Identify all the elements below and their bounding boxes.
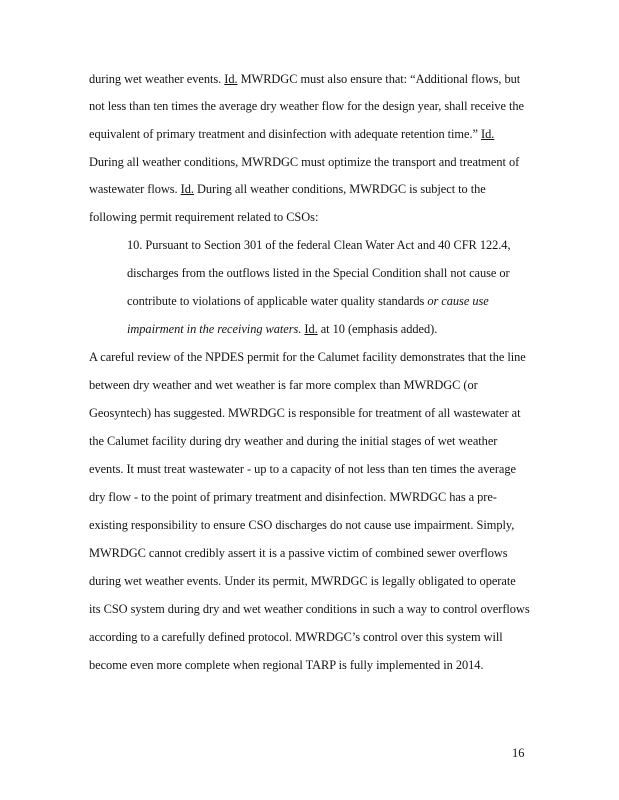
text-line	[89, 602, 530, 616]
text-line	[89, 546, 508, 560]
block-quote-line	[127, 266, 510, 280]
text-line	[89, 658, 483, 672]
text-run: wastewater flows.	[89, 182, 181, 196]
emphasis-text: or cause use	[427, 294, 489, 308]
text-run: During all weather conditions, MWRDGC is subject to the	[193, 182, 486, 196]
text-run: discharges from the outflows listed in the Special Condition shall not cause or	[127, 266, 510, 280]
block-quote-line	[127, 294, 489, 308]
block-quote-line	[127, 322, 437, 336]
text-line	[89, 406, 520, 420]
text-run: between dry weather and wet weather is far more complex than MWRDGC (or	[89, 378, 478, 392]
text-run: events. It must treat wastewater - up to a capacity of not less than ten times the average	[89, 462, 516, 476]
text-run: the Calumet facility during dry weather and during the initial stages of wet weather	[89, 434, 498, 448]
text-line	[89, 182, 486, 196]
text-line	[89, 574, 516, 588]
text-run: A careful review of the NPDES permit for the Calumet facility demonstrates that the line	[89, 350, 526, 364]
text-run: according to a carefully defined protocol. MWRDGC’s control over this system will	[89, 630, 503, 644]
text-run: 10. Pursuant to Section 301 of the federal Clean Water Act and 40 CFR 122.4,	[127, 238, 511, 252]
text-line	[89, 155, 519, 169]
text-line	[89, 518, 514, 532]
citation-id: Id.	[304, 322, 318, 336]
text-line	[89, 434, 497, 448]
text-line	[89, 99, 524, 113]
text-line	[89, 490, 497, 504]
citation-id: Id.	[180, 182, 194, 196]
emphasis-text: impairment in the receiving waters.	[127, 322, 302, 336]
text-line	[89, 210, 318, 224]
text-line	[89, 350, 526, 364]
text-run: at 10 (emphasis added).	[317, 322, 438, 336]
text-run: existing responsibility to ensure CSO discharges do not cause use impairment. Simply,	[89, 518, 515, 532]
text-run: MWRDGC cannot credibly assert it is a passive victim of combined sewer overflows	[89, 546, 508, 560]
text-line	[89, 378, 478, 392]
text-run: become even more complete when regional TARP is fully implemented in 2014.	[89, 658, 484, 672]
text-run: during wet weather events.	[89, 72, 225, 86]
text-line	[89, 630, 503, 644]
block-quote-line	[127, 238, 511, 252]
text-run: During all weather conditions, MWRDGC must optimize the transport and treatment of	[89, 155, 520, 169]
text-run: Geosyntech) has suggested. MWRDGC is responsible for treatment of all wastewater at	[89, 406, 521, 420]
text-run: during wet weather events. Under its permit, MWRDGC is legally obligated to operate	[89, 574, 516, 588]
text-run: following permit requirement related to CSOs:	[89, 210, 319, 224]
citation-id: Id.	[481, 127, 495, 141]
text-run: MWRDGC must also ensure that: “Additional flows, but	[237, 72, 521, 86]
text-line	[89, 462, 516, 476]
text-run: contribute to violations of applicable water quality standards	[127, 294, 428, 308]
text-run: its CSO system during dry and wet weather conditions in such a way to control overflows	[89, 602, 530, 616]
text-line	[89, 127, 494, 141]
text-run: equivalent of primary treatment and disinfection with adequate retention time.”	[89, 127, 482, 141]
citation-id: Id.	[224, 72, 238, 86]
text-run: not less than ten times the average dry weather flow for the design year, shall receive the	[89, 99, 524, 113]
text-run: dry flow - to the point of primary treatment and disinfection. MWRDGC has a pre-	[89, 490, 497, 504]
text-line	[89, 72, 520, 86]
page-number: 16	[512, 746, 525, 760]
